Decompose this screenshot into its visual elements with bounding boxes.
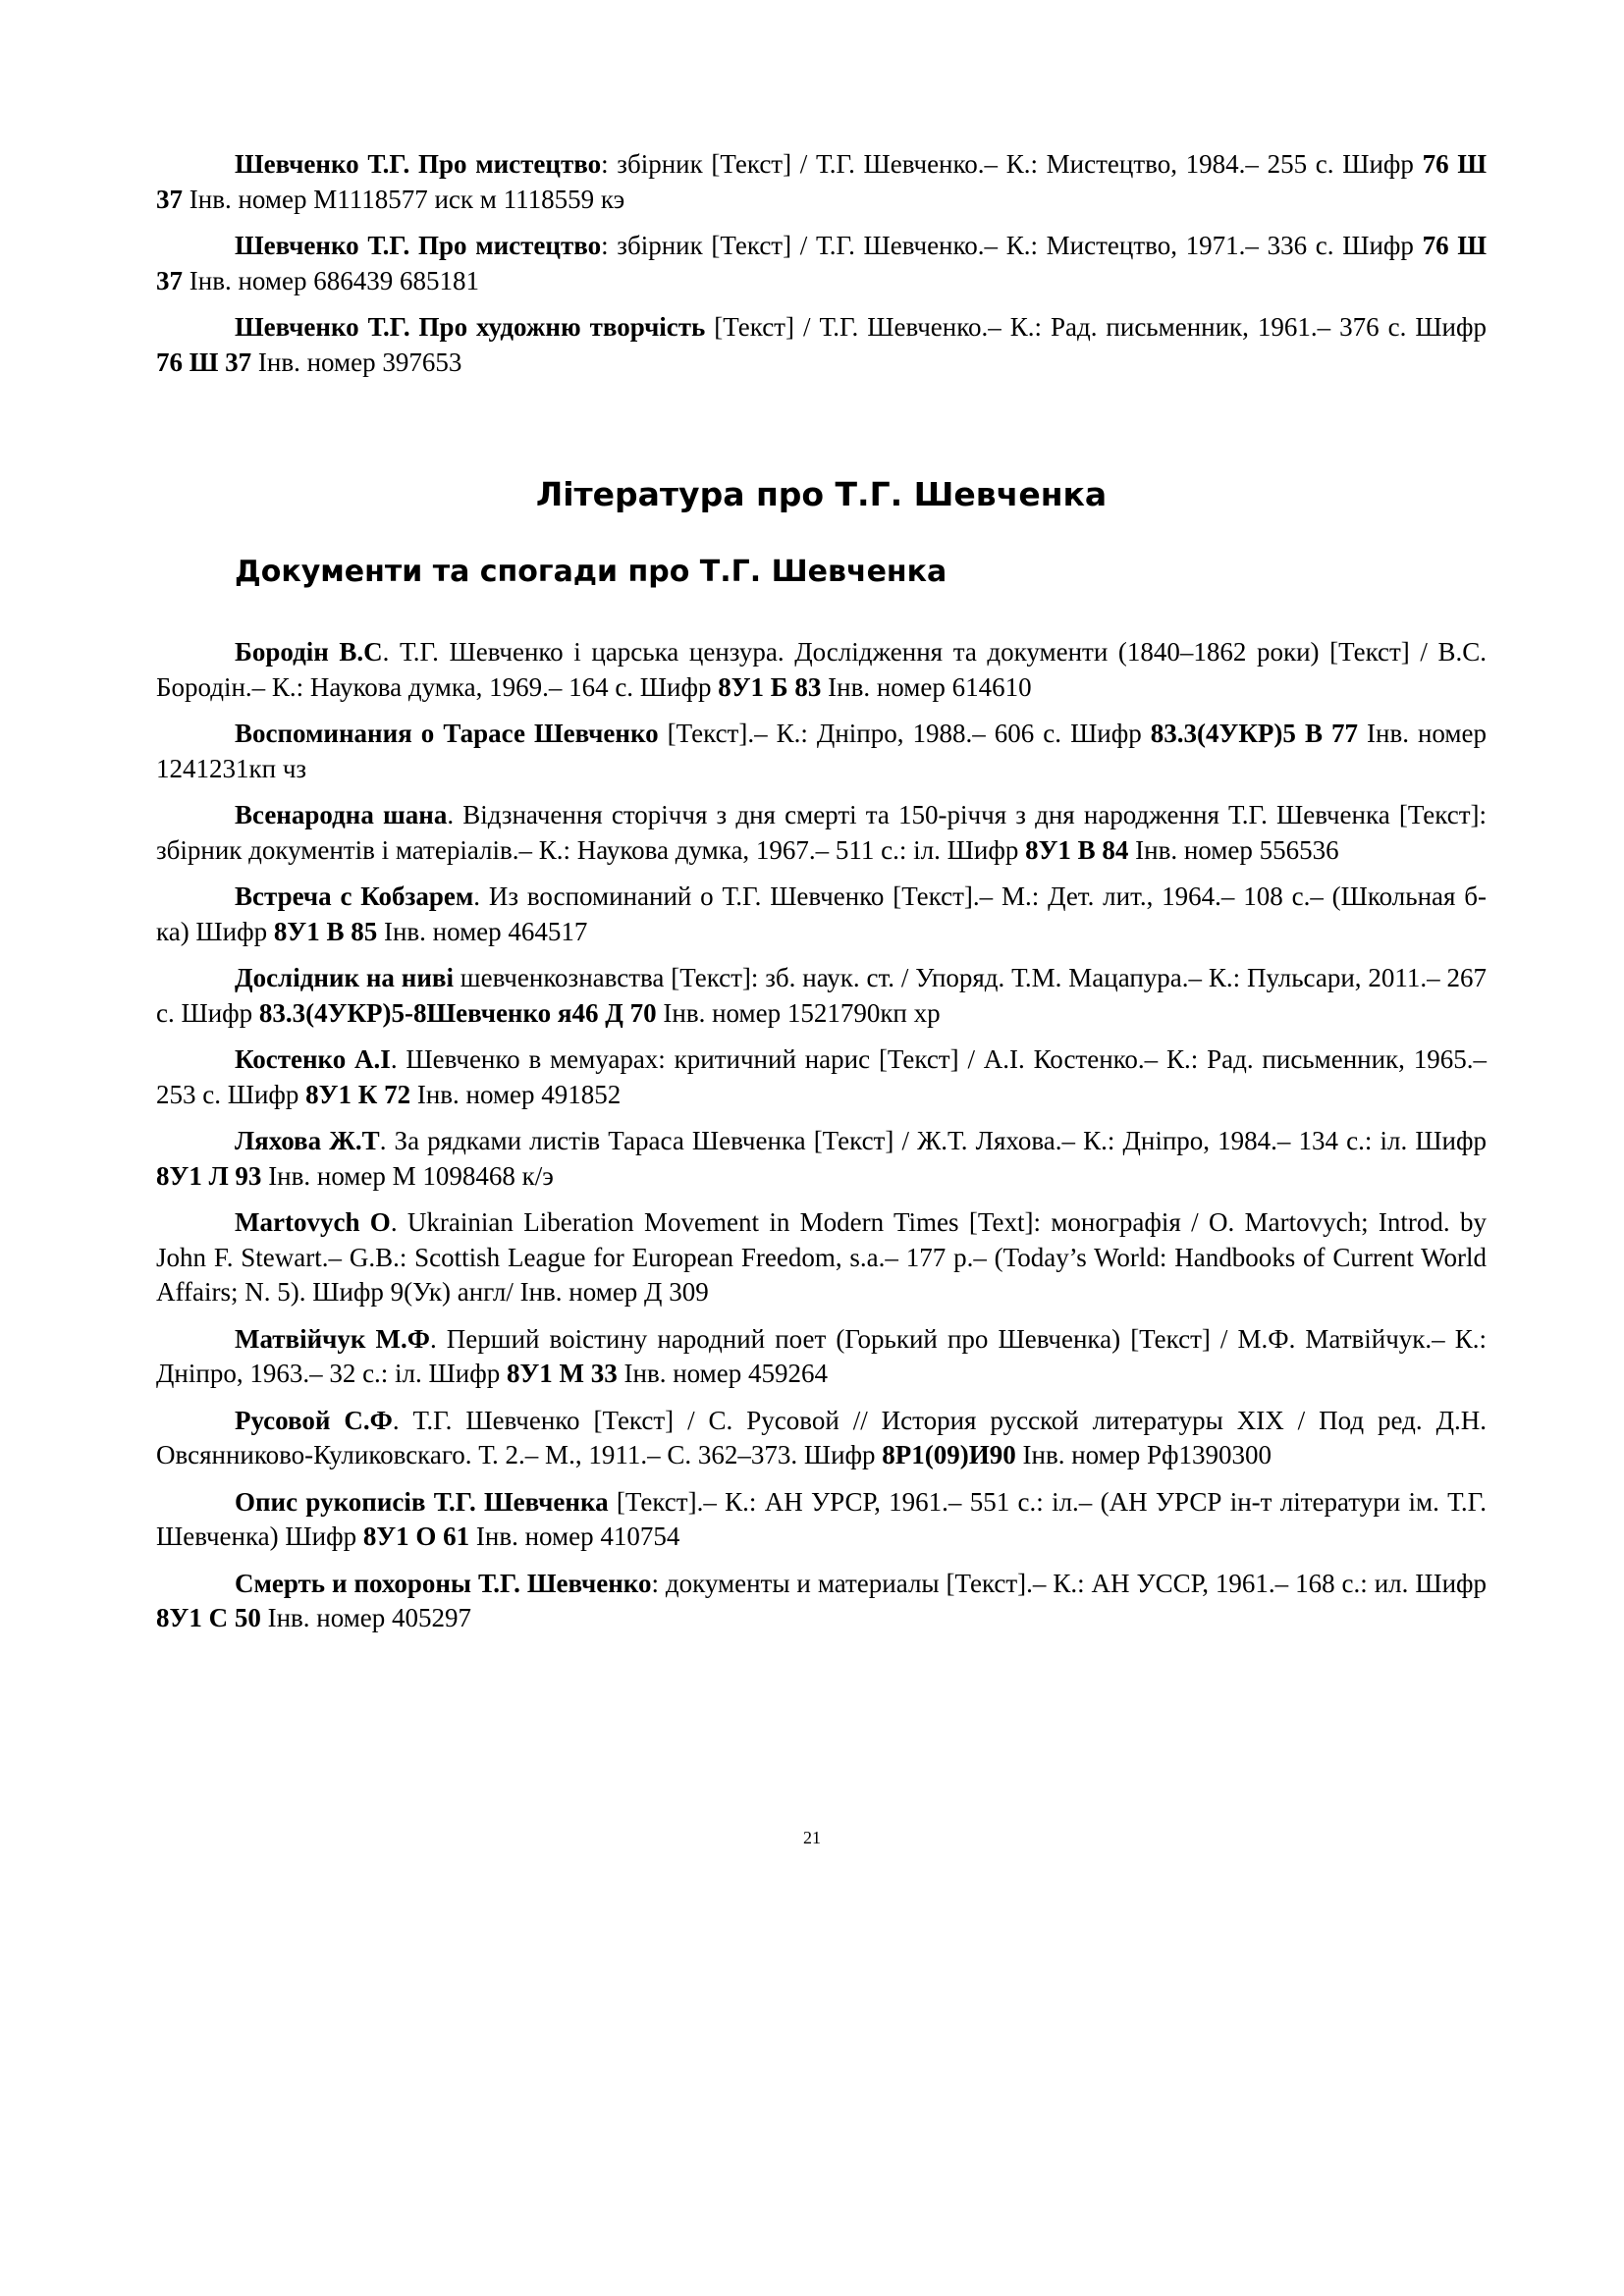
entry-inventory: Інв. номер 491852 [410,1079,622,1109]
entry-author-title: Шевченко Т.Г. Про мистецтво [235,149,602,179]
entry-author-title: Встреча с Кобзарем [235,881,474,911]
bibliography-entry [156,310,1487,380]
bibliography-entry [156,1322,1487,1392]
section-spacer [156,392,1487,474]
entry-shelfmark: 83.3(4УКР)5 В 77 [1150,719,1358,748]
entry-author-title: Дослідник на ниві [235,963,454,992]
bibliography-entry [156,1567,1487,1636]
entry-inventory: Інв. номер 686439 685181 [183,265,479,295]
entry-shelfmark: 8У1 В 85 [273,916,378,946]
entry-description: . Перший воістину народний поет (Горький про Шевченка) [Текст] / М.Ф. Матвійчук.– К.: Дніпро, 1963.– 32 с.: іл. Шифр [156,1323,1487,1388]
entry-shelfmark: 8У1 Б 83 [718,671,822,702]
bibliography-entry [156,229,1487,298]
entry-description: : документы и материалы [Текст].– К.: АН УССР, 1961.– 168 с.: ил. Шифр [651,1568,1488,1598]
entry-inventory: Інв. номер 556536 [1128,834,1339,865]
top-entries [156,147,1487,380]
entry-inventory: Інв. номер 405297 [260,1603,472,1632]
entry-description: [Текст].– К.: Дніпро, 1988.– 606 с. Шифр [658,719,1151,748]
entry-author-title: Шевченко Т.Г. Про мистецтво [235,231,602,260]
entry-inventory: Інв. номер М1118577 иск м 1118559 кэ [183,184,625,214]
entry-shelfmark: 8У1 Л 93 [156,1160,262,1191]
entry-shelfmark: 83.3(4УКР)5-8Шевченко я46 Д 70 [258,997,657,1028]
bibliography-entry [156,1124,1487,1194]
entry-author-title: Ляхова Ж.Т [235,1126,380,1155]
entry-shelfmark: 8У1 С 50 [156,1603,261,1632]
entry-shelfmark: 8У1 М 33 [506,1359,618,1388]
section-heading: Література про Т.Г. Шевченка [535,475,1108,513]
entry-inventory: Інв. номер 464517 [377,916,588,946]
entry-shelfmark: 8У1 К 72 [305,1079,411,1109]
entry-author-title: Матвійчук М.Ф [235,1323,430,1354]
entry-description: . Шевченко в мемуарах: критичний нарис [Текст] / А.І. Костенко.– К.: Рад. письменник, 1965.– 253 с. Шифр [156,1044,1487,1109]
entry-description: : збірник [Текст] / Т.Г. Шевченко.– К.: Мистецтво, 1971.– 336 с. Шифр [601,231,1423,260]
subsection-heading: Документи та спогади про Т.Г. Шевченка [235,555,947,589]
entry-inventory: Інв. номер Рф1390300 [1015,1440,1272,1469]
entry-description: . Т.Г. Шевченко і царська цензура. Дослідження та документи (1840–1862 роки) [Текст] / В.С. Бородін.– К.: Наукова думка, 1969.– 164 с. Шифр [156,637,1488,702]
entry-author-title: Всенародна шана [235,800,448,829]
entry-inventory: Інв. номер 410754 [469,1522,680,1551]
entry-shelfmark: 76 Ш 37 [156,231,1487,295]
entry-author-title: Воспоминания о Тарасе Шевченко [235,719,659,748]
entry-inventory: Інв. номер М 1098468 к/э [261,1160,554,1191]
bibliography-entry [156,961,1487,1031]
bibliography-entry [156,1485,1487,1555]
entry-shelfmark: 76 Ш 37 [156,149,1487,214]
entry-description: . Ukrainian Liberation Movement in Modern Times [Text]: монографія / O. Martovych; Introd. by John F. Stewart.– G.B.: Scottish League for European Freedom, s.a.– 177 p.– (Today’s World: Handbooks of Current World Affairs; N. 5). Шифр 9(Ук) англ/ [156,1207,1487,1307]
entry-author-title: Бородін В.С [235,637,383,667]
entry-author-title: Смерть и похороны Т.Г. Шевченко [235,1568,652,1598]
entry-inventory: Інв. номер Д 309 [513,1277,709,1307]
bibliography-entry [156,1042,1487,1112]
entry-description: . Відзначення сторіччя з дня смерті та 150-річчя з дня народження Т.Г. Шевченка [Текст]: збірник документів і матеріалів.– К.: Наукова думка, 1967.– 511 с.: іл. Шифр [156,800,1487,865]
entry-inventory: Інв. номер 397653 [251,347,462,377]
entry-description: . Т.Г. Шевченко [Текст] / С. Русовой // История русской литературы XIX / Под ред. Д.Н. Овсянниково-Куликовскаго. Т. 2.– М., 1911.– С. 362–373. Шифр [156,1405,1487,1469]
entry-description: [Текст].– К.: АН УРСР, 1961.– 551 с.: іл.– (АН УРСР ін-т літератури ім. Т.Г. Шевченка) Шифр [156,1486,1487,1551]
entry-shelfmark: 8Р1(09)И90 [882,1440,1016,1469]
entry-shelfmark: 8У1 В 84 [1025,834,1129,865]
entry-author-title: Martovych O [235,1207,391,1237]
bibliography-entry [156,1205,1487,1310]
bibliography-entry [156,717,1487,786]
entry-description: : збірник [Текст] / Т.Г. Шевченко.– К.: Мистецтво, 1984.– 255 с. Шифр [601,149,1423,179]
entry-shelfmark: 76 Ш 37 [156,347,252,377]
bibliography-entry [156,635,1487,705]
entry-inventory: Інв. номер 1521790кп хр [656,997,941,1028]
document-page [156,147,1487,1648]
entry-inventory: Інв. номер 1241231кп чз [156,719,1487,783]
entry-description: [Текст] / Т.Г. Шевченко.– К.: Рад. письменник, 1961.– 376 с. Шифр [705,312,1488,342]
entry-author-title: Опис рукописів Т.Г. Шевченка [235,1486,609,1517]
entry-description: . Из воспоминаний о Т.Г. Шевченко [Текст].– М.: Дет. лит., 1964.– 108 с.– (Школьная б-ка) Шифр [156,881,1487,946]
bibliography-entry [156,1404,1487,1473]
entry-author-title: Русовой С.Ф [235,1405,393,1435]
entries-list [156,635,1487,1636]
entry-description: . За рядками листів Тараса Шевченка [Текст] / Ж.Т. Ляхова.– К.: Дніпро, 1984.– 134 с.: іл. Шифр [379,1126,1488,1155]
entry-author-title: Костенко А.І [235,1044,391,1074]
entry-author-title: Шевченко Т.Г. Про художню творчість [235,312,706,342]
entry-inventory: Інв. номер 614610 [821,671,1032,702]
bibliography-entry [156,147,1487,217]
bibliography-entry [156,880,1487,949]
bibliography-entry [156,798,1487,868]
page-number: 21 [803,1828,821,1847]
entry-inventory: Інв. номер 459264 [617,1359,828,1388]
entry-description: шевченкознавства [Текст]: зб. наук. ст. / Упоряд. Т.М. Мацапура.– К.: Пульсари, 2011.– 267 с. Шифр [156,963,1487,1028]
entry-shelfmark: 8У1 О 61 [362,1522,470,1551]
